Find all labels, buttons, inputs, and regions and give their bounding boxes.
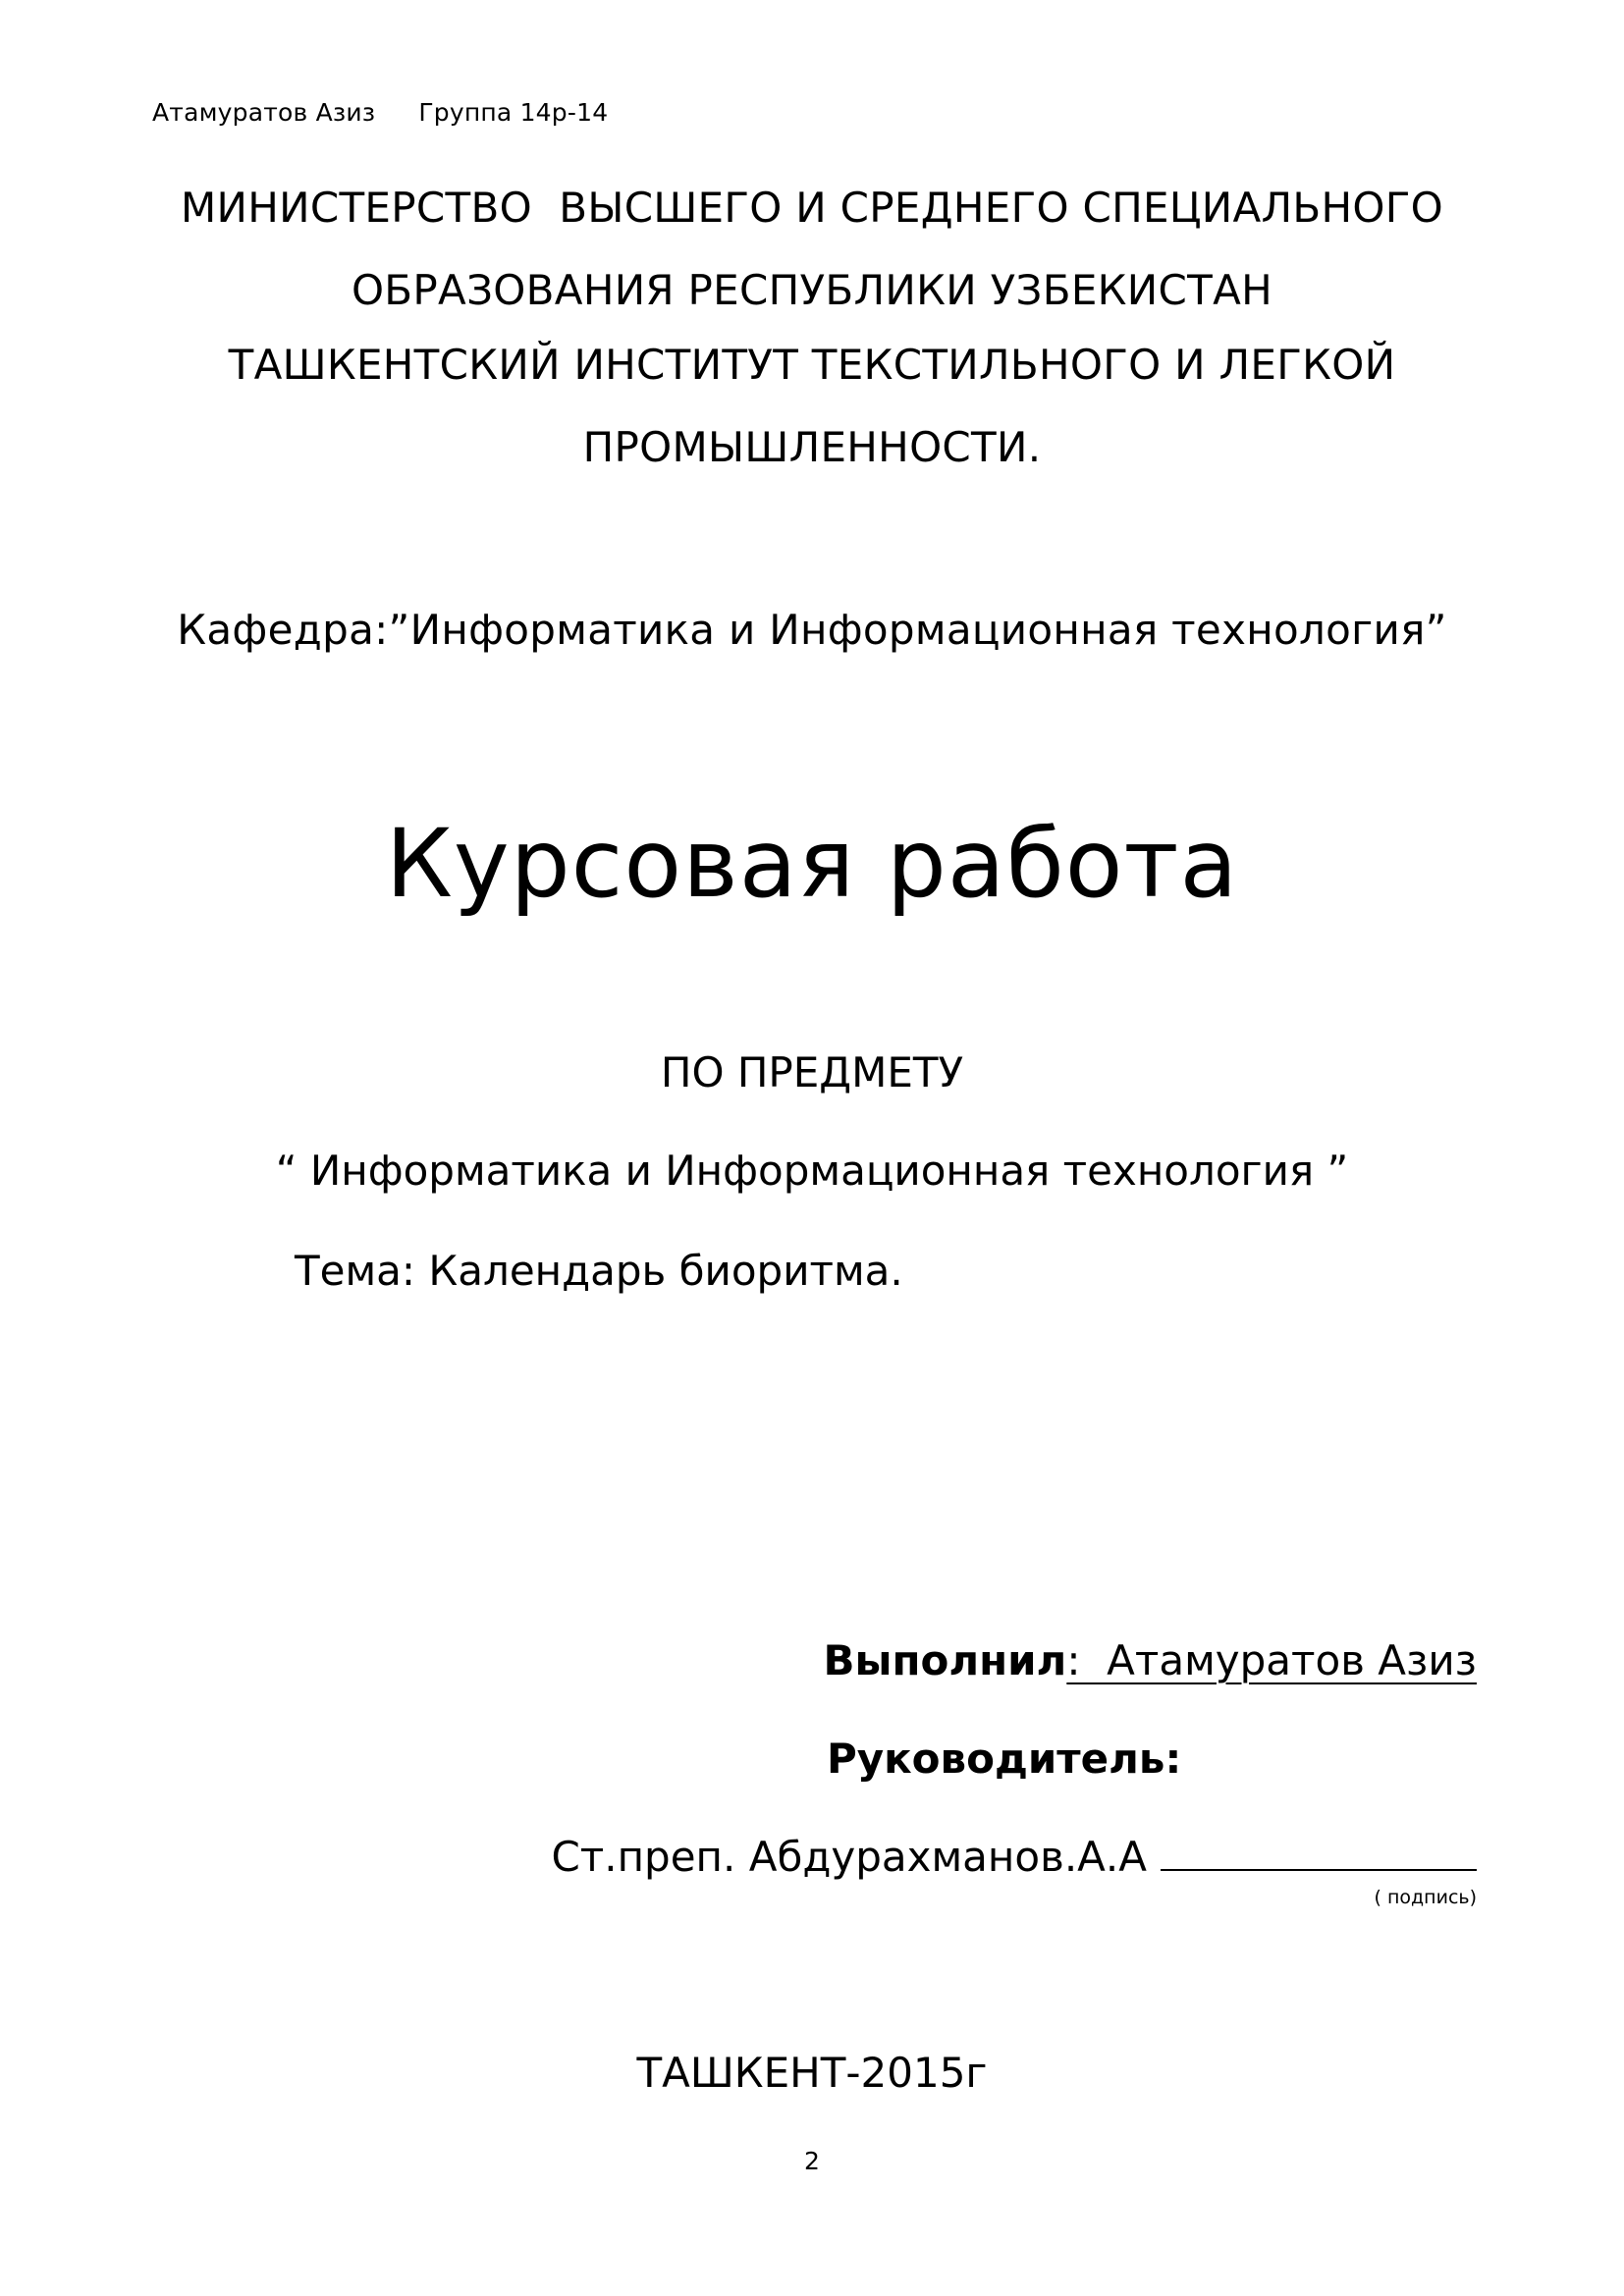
header-author: Атамуратов Азиз: [152, 98, 376, 127]
ministry-line-1: МИНИСТЕРСТВО ВЫСШЕГО И СРЕДНЕГО СПЕЦИАЛЬНОГО: [180, 184, 1444, 232]
document-title: Курсовая работа: [385, 809, 1239, 919]
page-number: 2: [804, 2147, 820, 2175]
topic-line: Тема: Календарь биоритма.: [295, 1247, 903, 1295]
supervisor-line: [551, 1828, 1477, 1887]
institute-line-2: ПРОМЫШЛЕННОСТИ.: [582, 423, 1042, 471]
city-year: ТАШКЕНТ-2015г: [636, 2049, 988, 2097]
page-header: [152, 98, 608, 127]
subject-caption: ПО ПРЕДМЕТУ: [660, 1048, 964, 1096]
supervisor-label: Руководитель:: [827, 1735, 1182, 1783]
performer-line: [823, 1631, 1477, 1690]
institute-heading: [0, 324, 1624, 489]
supervisor-name: Ст.преп. Абдурахманов.А.А: [551, 1833, 1147, 1881]
subject-name: “ Информатика и Информационная технология ”: [275, 1147, 1349, 1195]
performer-name: : Атамуратов Азиз: [1066, 1636, 1477, 1684]
ministry-heading: [0, 167, 1624, 332]
performer-label: Выполнил: [823, 1636, 1067, 1684]
ministry-line-2: ОБРАЗОВАНИЯ РЕСПУБЛИКИ УЗБЕКИСТАН: [351, 266, 1273, 314]
header-group: Группа 14р-14: [418, 98, 609, 127]
institute-line-1: ТАШКЕНТСКИЙ ИНСТИТУТ ТЕКСТИЛЬНОГО И ЛЕГКОЙ: [228, 341, 1396, 389]
signature-line: [1161, 1828, 1477, 1871]
signature-caption: ( подпись): [1374, 1887, 1477, 1908]
department-line: Кафедра:”Информатика и Информационная технология”: [177, 606, 1447, 654]
